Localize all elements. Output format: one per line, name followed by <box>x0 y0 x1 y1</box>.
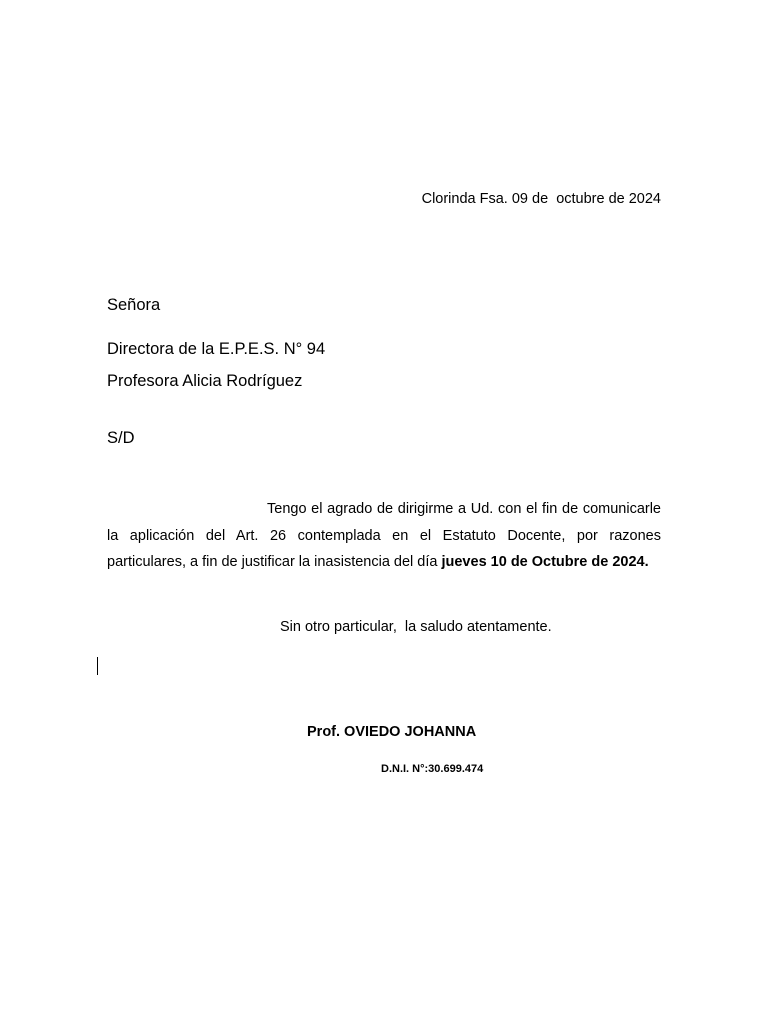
addressee-position: Directora de la E.P.E.S. N° 94 <box>107 340 326 358</box>
text-cursor[interactable] <box>97 657 98 675</box>
signature-dni: D.N.I. N°:30.699.474 <box>381 763 484 775</box>
signature-name: Prof. OVIEDO JOHANNA <box>307 724 477 740</box>
closing-line: Sin otro particular, la saludo atentamente. <box>280 619 552 635</box>
date-line: Clorinda Fsa. 09 de octubre de 2024 <box>421 191 661 207</box>
addressee-abbrev: S/D <box>107 429 135 447</box>
body-period: . <box>644 554 649 570</box>
addressee-salutation: Señora <box>107 296 161 314</box>
body-paragraph <box>107 496 661 576</box>
addressee-name: Profesora Alicia Rodríguez <box>107 372 303 390</box>
body-text: Tengo el agrado de dirigirme a Ud. con el fin de comunicarle la aplicación del Art. 26 contemplada en el Estatuto Docente, por razones particulares, a fin de justificar la inasistencia del día <box>107 501 661 570</box>
body-bold-date: jueves 10 de Octubre de 2024 <box>441 554 645 570</box>
